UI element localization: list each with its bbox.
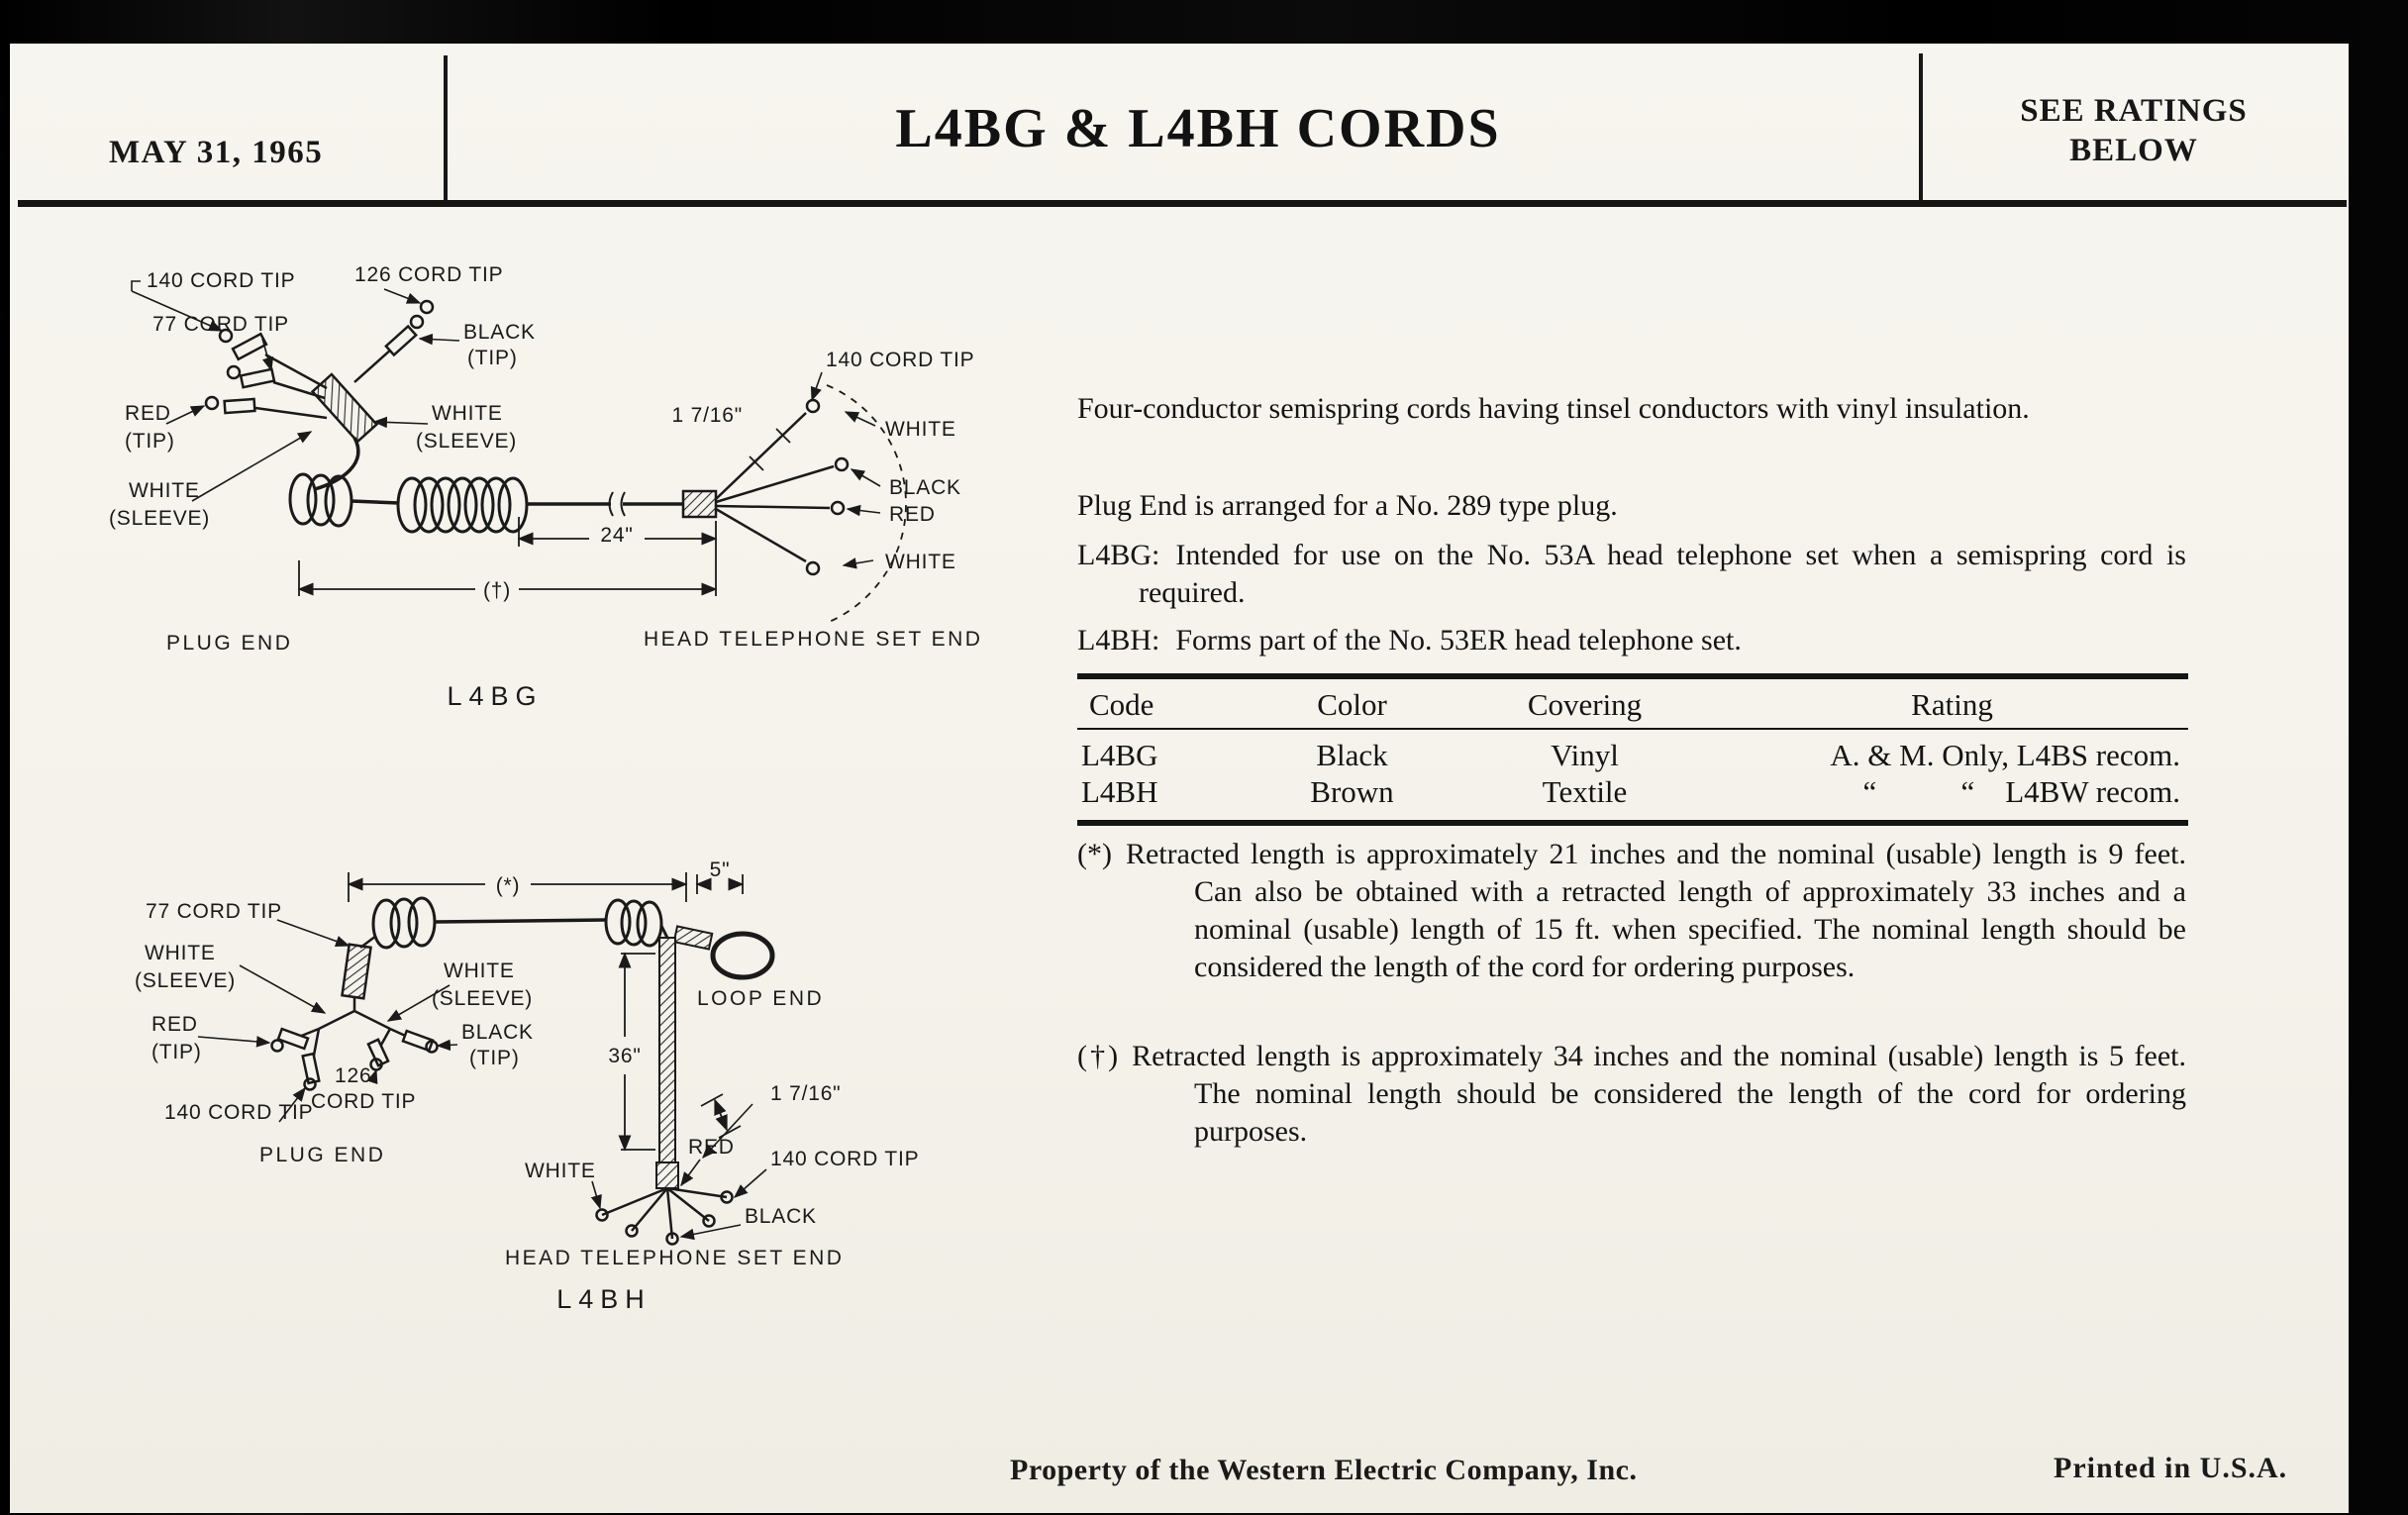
label-white-sleeve: (SLEEVE) (432, 987, 534, 1010)
label-black: BLACK (461, 1021, 534, 1044)
label-126-cord-tip: CORD TIP (311, 1090, 417, 1113)
l4bg-description-text: Intended for use on the No. 53A head telephone set when a semispring cord is required. (1139, 539, 2186, 609)
cell-rating: A. & M. Only, L4BS recom. (1830, 738, 2180, 772)
label-red: RED (688, 1136, 735, 1159)
cell-color: Black (1316, 738, 1388, 772)
l4bg-caption: L4BG (447, 681, 544, 711)
label-white-sleeve: (SLEEVE) (109, 507, 211, 530)
label-white: WHITE (129, 479, 200, 502)
label-red: RED (151, 1013, 198, 1036)
header-rule (18, 200, 2347, 207)
dim-1-7-16-label: 1 7/16" (671, 404, 743, 427)
plug-end-paragraph: Plug End is arranged for a No. 289 type plug. (1077, 489, 1618, 522)
footnote-star-symbol: (*) (1077, 838, 1112, 870)
footnote-star-text: Retracted length is approximately 21 inches and the nominal (usable) length is 9 feet. Can also be obtained with a retracted length of approximately 33 inches and a nominal (usable) length of 15 ft. when specified. The nominal length should be considered the length of the cord for ordering purposes. (1125, 838, 2186, 983)
label-white: WHITE (145, 942, 216, 964)
label-cord-tip-140: 140 CORD TIP (164, 1101, 314, 1124)
ratings-table (1077, 673, 2188, 826)
label-black: BLACK (463, 321, 536, 344)
footnote-dagger-symbol: (†) (1077, 1040, 1119, 1072)
header-divider-left (444, 55, 448, 202)
page-title: L4BG & L4BH CORDS (895, 98, 1501, 159)
cell-covering: Textile (1542, 774, 1628, 809)
dim-1-7-16-label: 1 7/16" (770, 1082, 842, 1105)
ratings-note-line2: BELOW (2069, 133, 2198, 168)
dim-5-label: 5" (709, 858, 731, 881)
footnote-star (1077, 836, 2186, 986)
l4bg-description (1077, 537, 2186, 612)
l4bh-caption: L4BH (556, 1284, 652, 1314)
l4bg-cord-drawing (290, 385, 906, 623)
label-cord-tip-77: 77 CORD TIP (146, 900, 282, 923)
ratings-table-header (1077, 679, 2188, 730)
l4bg-code-label: L4BG: (1077, 539, 1160, 571)
issue-date: MAY 31, 1965 (109, 135, 324, 170)
label-loop-end: LOOP END (697, 987, 825, 1010)
label-cord-tip-126: 126 CORD TIP (354, 263, 504, 286)
cell-code: L4BG (1081, 738, 1158, 772)
table-row (1077, 737, 2188, 773)
label-black-tip: (TIP) (469, 1047, 520, 1069)
column-header-color: Color (1317, 687, 1387, 722)
footnote-dagger (1077, 1038, 2186, 1151)
label-red-tip: (TIP) (125, 430, 175, 453)
label-126: 126 (335, 1064, 372, 1087)
label-white: WHITE (444, 960, 515, 982)
label-white-sleeve: (SLEEVE) (135, 969, 237, 992)
intro-paragraph: Four-conductor semispring cords having tinsel conductors with vinyl insulation. (1077, 392, 2030, 425)
label-plug-end: PLUG END (259, 1144, 386, 1166)
l4bh-cord-drawing (373, 898, 772, 1245)
label-black: BLACK (745, 1205, 817, 1228)
column-header-covering: Covering (1527, 687, 1643, 722)
l4bg-diagram (89, 252, 1020, 717)
label-black-tip: (TIP) (467, 347, 518, 369)
label-cord-tip-140: 140 CORD TIP (826, 349, 975, 371)
label-black: BLACK (889, 476, 961, 499)
label-white-sleeve: (SLEEVE) (416, 430, 518, 453)
l4bh-description-text: Forms part of the No. 53ER head telephone set. (1175, 624, 1742, 656)
l4bh-code-label: L4BH: (1077, 624, 1160, 656)
dim-star-label: (*) (495, 874, 521, 897)
column-header-rating: Rating (1911, 687, 1993, 722)
footnote-dagger-text: Retracted length is approximately 34 inches and the nominal (usable) length is 5 feet. The nominal length should be considered the length of the cord for ordering purposes. (1132, 1040, 2186, 1148)
label-red: RED (889, 503, 936, 526)
ratings-table-body (1077, 730, 2188, 820)
cell-color: Brown (1310, 774, 1394, 809)
label-red: RED (125, 402, 171, 425)
label-red-tip: (TIP) (151, 1041, 202, 1063)
ratings-note-line1: SEE RATINGS (2020, 93, 2248, 129)
label-plug-end: PLUG END (166, 632, 293, 655)
label-white: WHITE (885, 418, 956, 441)
l4bh-description (1077, 622, 2186, 659)
property-notice: Property of the Western Electric Company, Inc. (1010, 1454, 1638, 1486)
label-white: WHITE (525, 1160, 596, 1182)
label-head-set-end: HEAD TELEPHONE SET END (505, 1247, 845, 1269)
document-page (10, 44, 2349, 1513)
cell-covering: Vinyl (1551, 738, 1619, 772)
dim-36-label: 36" (608, 1045, 642, 1067)
cell-rating: “ “ L4BW recom. (1862, 774, 2180, 809)
l4bh-diagram (129, 851, 1000, 1326)
dim-24-label: 24" (600, 524, 634, 547)
label-cord-tip-140: 140 CORD TIP (770, 1148, 920, 1170)
label-cord-tip-77: 77 CORD TIP (152, 313, 289, 336)
table-row (1077, 773, 2188, 810)
label-white: WHITE (885, 551, 956, 573)
label-head-set-end: HEAD TELEPHONE SET END (644, 628, 983, 651)
cell-code: L4BH (1081, 774, 1158, 809)
label-white: WHITE (432, 402, 503, 425)
ratings-note (1919, 91, 2349, 170)
label-cord-tip-140: 140 CORD TIP (147, 269, 296, 292)
printed-notice: Printed in U.S.A. (2054, 1452, 2288, 1484)
dim-dagger-label: (†) (482, 579, 512, 602)
column-header-code: Code (1089, 687, 1154, 722)
